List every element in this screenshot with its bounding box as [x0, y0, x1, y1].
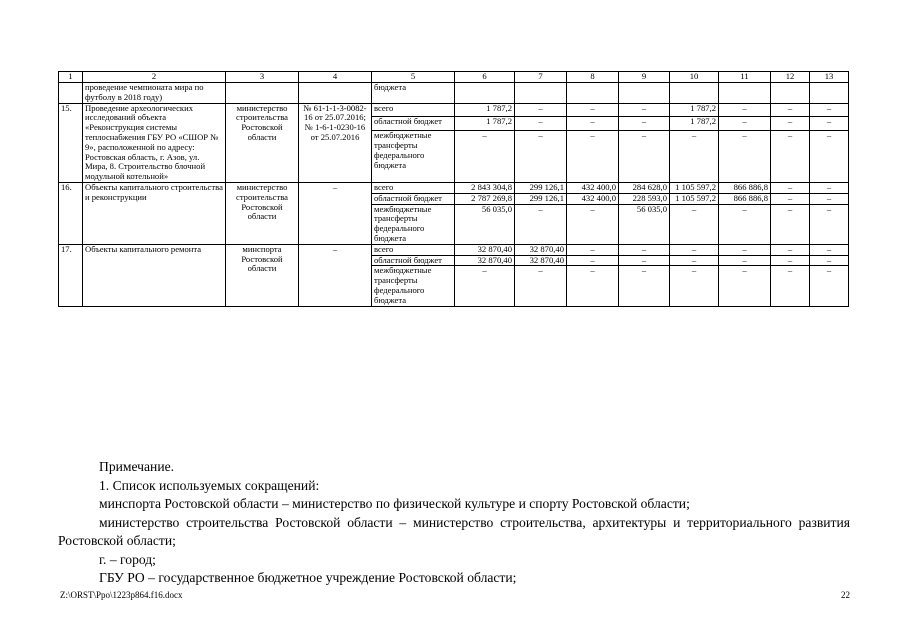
object-name: Объекты капитального ремонта [83, 244, 226, 306]
page-number: 22 [841, 590, 850, 600]
value-cell: – [670, 131, 719, 183]
value-cell: 32 870,40 [515, 255, 567, 266]
value-cell: 1 105 597,2 [670, 193, 719, 204]
column-number: 13 [810, 72, 849, 83]
value-cell: – [567, 244, 619, 255]
file-path: Z:\ORST\Ppo\1223p864.f16.docx [60, 590, 183, 600]
funding-source: межбюджетные трансферты федерального бюджета [372, 204, 455, 244]
row-number: 17. [59, 244, 83, 306]
value-cell: – [771, 204, 810, 244]
value-cell: – [619, 244, 670, 255]
executor: министерство строительства Ростовской области [226, 103, 299, 182]
value-cell: 284 628,0 [619, 182, 670, 193]
continuation-source: бюджета [372, 83, 455, 104]
value-cell: – [719, 255, 771, 266]
value-cell: – [567, 255, 619, 266]
note-line: минспорта Ростовской области – министерство по физической культуре и спорту Ростовской области; [99, 496, 690, 511]
value-cell: – [810, 131, 849, 183]
value-cell: 1 787,2 [670, 117, 719, 131]
budget-table [58, 71, 849, 307]
value-cell: 2 843 304,8 [455, 182, 515, 193]
continuation-name: проведение чемпионата мира по футболу в 2018 году) [83, 83, 226, 104]
value-cell: – [810, 117, 849, 131]
column-number: 4 [299, 72, 372, 83]
document-ref: – [299, 244, 372, 306]
value-cell: 299 126,1 [515, 193, 567, 204]
funding-source: межбюджетные трансферты федерального бюджета [372, 131, 455, 183]
value-cell: – [771, 255, 810, 266]
value-cell: – [810, 204, 849, 244]
value-cell: – [567, 131, 619, 183]
value-cell: – [810, 255, 849, 266]
object-name: Объекты капитального строительства и реконструкции [83, 182, 226, 244]
column-number: 8 [567, 72, 619, 83]
value-cell: – [619, 103, 670, 117]
column-number: 9 [619, 72, 670, 83]
value-cell: – [719, 244, 771, 255]
value-cell: – [567, 266, 619, 306]
column-number: 12 [771, 72, 810, 83]
value-cell: – [619, 255, 670, 266]
executor: министерство строительства Ростовской области [226, 182, 299, 244]
object-name: Проведение археологических исследований объекта «Реконструкция системы теплоснабжения ГБУ РО «СШОР № 9», расположенной по адресу: Ростовская область, г. Азов, ул. Мира, 8. Строительство блочной модульной котельной» [83, 103, 226, 182]
value-cell: – [810, 266, 849, 306]
value-cell: 56 035,0 [619, 204, 670, 244]
note-title: Примечание. [99, 459, 175, 474]
value-cell: 866 886,8 [719, 182, 771, 193]
value-cell: 32 870,40 [515, 244, 567, 255]
value-cell: 432 400,0 [567, 182, 619, 193]
table-row [59, 103, 849, 117]
value-cell: – [719, 103, 771, 117]
value-cell: – [455, 266, 515, 306]
value-cell: – [771, 266, 810, 306]
value-cell: 866 886,8 [719, 193, 771, 204]
value-cell: – [670, 244, 719, 255]
value-cell: – [515, 131, 567, 183]
value-cell: 299 126,1 [515, 182, 567, 193]
value-cell: – [719, 117, 771, 131]
value-cell: – [771, 117, 810, 131]
row-number: 15. [59, 103, 83, 182]
column-number: 6 [455, 72, 515, 83]
value-cell: 32 870,40 [455, 244, 515, 255]
value-cell: – [719, 266, 771, 306]
value-cell: – [515, 117, 567, 131]
note-line: министерство строительства Ростовской области – министерство строительства, архитектуры и территориального развития Ростовской области; [58, 514, 850, 548]
value-cell: – [455, 131, 515, 183]
value-cell: – [670, 255, 719, 266]
value-cell: – [719, 204, 771, 244]
funding-source: областной бюджет [372, 193, 455, 204]
value-cell: – [771, 244, 810, 255]
column-number: 1 [59, 72, 83, 83]
value-cell: 56 035,0 [455, 204, 515, 244]
value-cell: – [515, 266, 567, 306]
value-cell: 32 870,40 [455, 255, 515, 266]
column-number: 10 [670, 72, 719, 83]
value-cell: 1 787,2 [455, 103, 515, 117]
value-cell: – [515, 204, 567, 244]
value-cell: 1 787,2 [455, 117, 515, 131]
column-number: 3 [226, 72, 299, 83]
value-cell: – [619, 266, 670, 306]
note-line: ГБУ РО – государственное бюджетное учреждение Ростовской области; [99, 570, 517, 585]
value-cell: – [515, 103, 567, 117]
column-number: 11 [719, 72, 771, 83]
column-number: 5 [372, 72, 455, 83]
document-ref: № 61-1-1-3-0082-16 от 25.07.2016; № 1-6-1-0230-16 от 25.07.2016 [299, 103, 372, 182]
funding-source: областной бюджет [372, 117, 455, 131]
value-cell: – [771, 193, 810, 204]
value-cell: – [719, 131, 771, 183]
value-cell: 228 593,0 [619, 193, 670, 204]
value-cell: – [810, 182, 849, 193]
column-number-row [59, 72, 849, 83]
table-row [59, 244, 849, 255]
value-cell: – [670, 204, 719, 244]
value-cell: – [810, 103, 849, 117]
value-cell: – [771, 182, 810, 193]
value-cell: – [771, 103, 810, 117]
value-cell: – [771, 131, 810, 183]
value-cell: – [567, 103, 619, 117]
note-line: г. – город; [99, 551, 156, 567]
table-row [59, 182, 849, 193]
value-cell: – [567, 204, 619, 244]
value-cell: 1 787,2 [670, 103, 719, 117]
funding-source: всего [372, 244, 455, 255]
column-number: 7 [515, 72, 567, 83]
note-section [58, 458, 850, 588]
funding-source: всего [372, 182, 455, 193]
value-cell: – [670, 266, 719, 306]
document-ref: – [299, 182, 372, 244]
column-number: 2 [83, 72, 226, 83]
executor: минспорта Ростовской области [226, 244, 299, 306]
row-number: 16. [59, 182, 83, 244]
continuation-row [59, 83, 849, 104]
value-cell: 1 105 597,2 [670, 182, 719, 193]
value-cell: – [619, 117, 670, 131]
value-cell: 432 400,0 [567, 193, 619, 204]
funding-source: межбюджетные трансферты федерального бюджета [372, 266, 455, 306]
value-cell: 2 787 269,8 [455, 193, 515, 204]
funding-source: всего [372, 103, 455, 117]
value-cell: – [567, 117, 619, 131]
note-item-1: 1. Список используемых сокращений: [99, 477, 320, 493]
funding-source: областной бюджет [372, 255, 455, 266]
value-cell: – [619, 131, 670, 183]
value-cell: – [810, 244, 849, 255]
value-cell: – [810, 193, 849, 204]
